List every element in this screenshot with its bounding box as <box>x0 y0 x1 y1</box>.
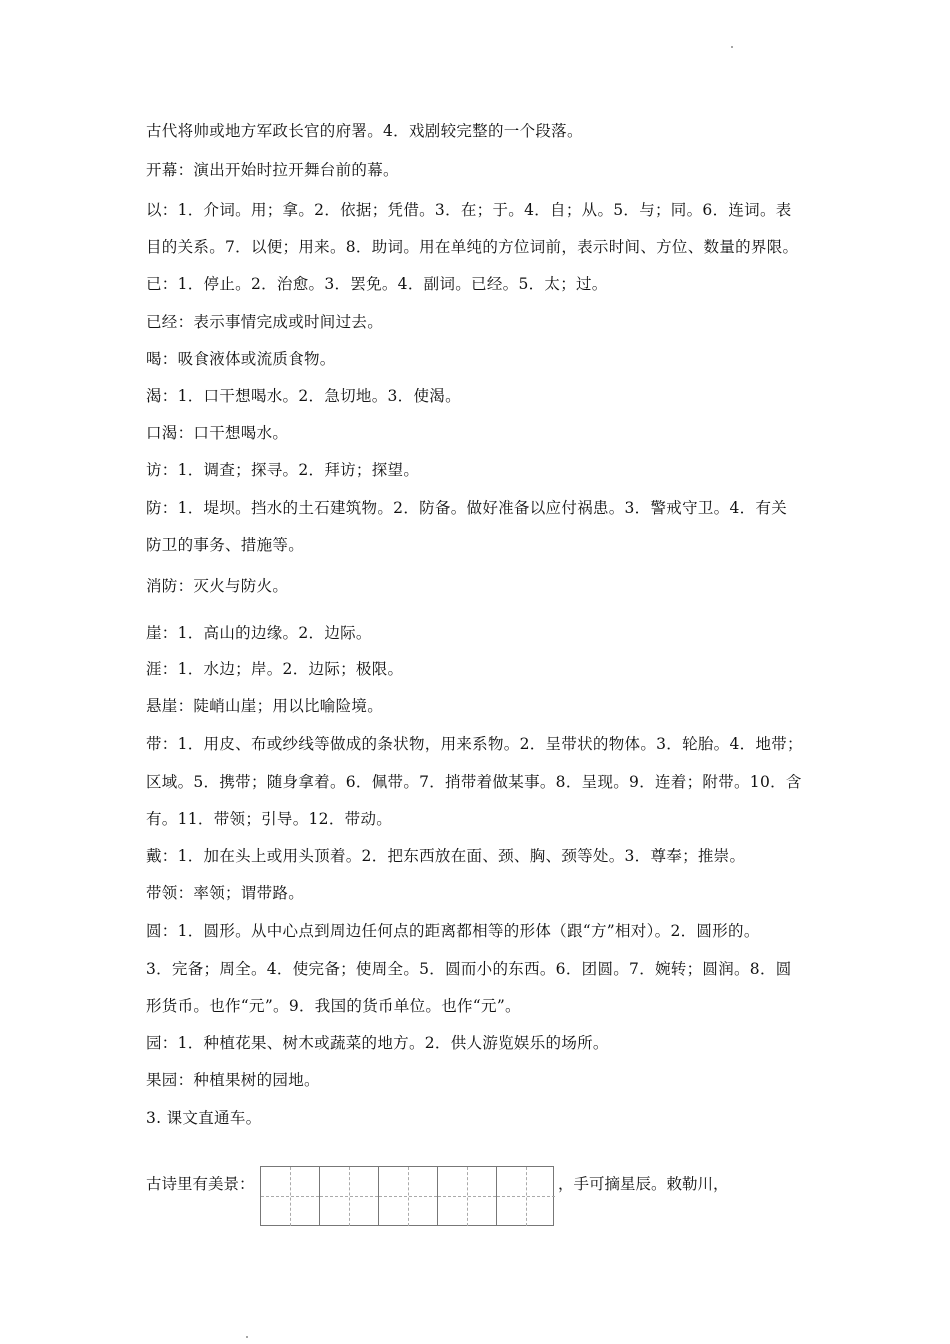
text-line: 以：1．介词。用；拿。2．依据；凭借。3．在；于。4．自；从。5．与；同。6．连词。表 <box>146 201 792 219</box>
text-line: 口渴：口干想喝水。 <box>146 424 289 442</box>
text-line: 悬崖：陡峭山崖；用以比喻险境。 <box>146 697 384 715</box>
poem-label: 古诗里有美景： <box>146 1175 255 1193</box>
text-line: 目的关系。7．以便；用来。8．助词。用在单纯的方位词前，表示时间、方位、数量的界限。 <box>146 238 799 256</box>
text-line: 防卫的事务、措施等。 <box>146 536 305 554</box>
text-line: 果园：种植果树的园地。 <box>146 1071 320 1089</box>
text-line: 形货币。也作“元”。9．我国的货币单位。也作“元”。 <box>146 997 521 1015</box>
text-line: 3. 课文直通车。 <box>146 1109 262 1127</box>
text-line: 消防：灭火与防火。 <box>146 577 289 595</box>
grid-cell[interactable] <box>438 1167 497 1226</box>
text-line: 崖：1．高山的边缘。2．边际。 <box>146 624 372 642</box>
page-mark <box>731 46 733 48</box>
text-line: 渴：1．口干想喝水。2．急切地。3．使渴。 <box>146 387 461 405</box>
text-line: 园：1．种植花果、树木或蔬菜的地方。2．供人游览娱乐的场所。 <box>146 1034 609 1052</box>
text-line: 戴：1．加在头上或用头顶着。2．把东西放在面、颈、胸、颈等处。3．尊奉；推崇。 <box>146 847 746 865</box>
grid-cell[interactable] <box>320 1167 379 1226</box>
writing-grid[interactable] <box>260 1166 554 1226</box>
text-line: 有。11．带领；引导。12．带动。 <box>146 810 393 828</box>
text-line: 开幕：演出开始时拉开舞台前的幕。 <box>146 161 399 179</box>
poem-continuation: ，手可摘星辰。敕勒川， <box>558 1175 729 1193</box>
page-mark <box>246 1336 248 1338</box>
grid-cell[interactable] <box>497 1167 556 1226</box>
text-line: 区域。5．携带；随身拿着。6．佩带。7．捎带着做某事。8．呈现。9．连着；附带。10．含 <box>146 773 802 791</box>
text-line: 已：1．停止。2．治愈。3．罢免。4．副词。已经。5．太；过。 <box>146 275 608 293</box>
text-line: 带：1．用皮、布或纱线等做成的条状物，用来系物。2．呈带状的物体。3．轮胎。4．地带； <box>146 735 803 753</box>
text-line: 防：1．堤坝。挡水的土石建筑物。2．防备。做好准备以应付祸患。3．警戒守卫。4．有关 <box>146 499 788 517</box>
grid-cell[interactable] <box>379 1167 438 1226</box>
text-line: 访：1．调查；探寻。2．拜访；探望。 <box>146 461 420 479</box>
text-line: 涯：1．水边；岸。2．边际；极限。 <box>146 660 404 678</box>
text-line: 喝：吸食液体或流质食物。 <box>146 350 336 368</box>
poem-question <box>146 1166 810 1228</box>
grid-cell[interactable] <box>261 1167 320 1226</box>
text-line: 已经：表示事情完成或时间过去。 <box>146 313 384 331</box>
text-line: 带领：率领；谓带路。 <box>146 884 305 902</box>
text-line: 圆：1．圆形。从中心点到周边任何点的距离都相等的形体（跟“方”相对）。2．圆形的。 <box>146 922 760 940</box>
text-line: 3．完备；周全。4．使完备；使周全。5．圆而小的东西。6．团圆。7．婉转；圆润。8．圆 <box>146 960 792 978</box>
text-line: 古代将帅或地方军政长官的府署。4．戏剧较完整的一个段落。 <box>146 122 583 140</box>
